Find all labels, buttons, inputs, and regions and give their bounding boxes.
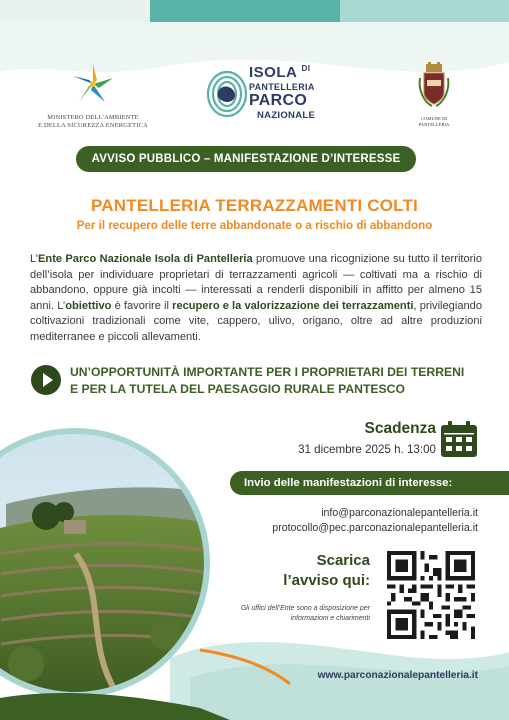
- page-subtitle: Per il recupero delle terre abbandonate o a rischio di abbandono: [76, 219, 433, 232]
- download-line1: Scarica: [316, 552, 370, 569]
- comune-text: COMUNE DI PANTELLERIA: [418, 116, 450, 127]
- parco-logo-line4: NAZIONALE: [257, 110, 316, 121]
- parco-logo-line3: PARCO: [249, 92, 308, 109]
- parco-logo-line2: PANTELLERIA: [249, 82, 315, 92]
- parco-nazionale-logo: [205, 64, 315, 124]
- ministero-logo: [28, 62, 158, 130]
- deadline-value: 31 dicembre 2025 h. 13:00: [298, 443, 436, 456]
- body-text-4: , privilegiando coltivazioni tradizionali come vite, cappero, ulivo, origano, oltre ad altre produzioni mediterranee e piccoli allevamenti.: [30, 299, 482, 343]
- download-heading: [250, 551, 370, 591]
- top-decorative-bar: [0, 0, 509, 22]
- parco-logo-line1-small: DI: [301, 64, 311, 73]
- comune-logo: [412, 62, 456, 127]
- opportunity-line2: E PER LA TUTELA DEL PAESAGGIO RURALE PANTESCO: [70, 382, 405, 396]
- body-text-3: è favorire il: [111, 299, 173, 312]
- download-line2: l’avviso qui:: [283, 572, 370, 589]
- offices-note: Gli uffici dell’Ente sono a disposizione per informazioni e chiarimenti: [240, 605, 370, 622]
- parco-logo-line1: ISOLA: [249, 64, 297, 81]
- invio-banner: Invio delle manifestazioni di interesse:: [230, 471, 509, 495]
- avviso-banner: AVVISO PUBBLICO – MANIFESTAZIONE D’INTERESSE: [76, 146, 416, 172]
- body-text-1: L’: [30, 253, 39, 265]
- calendar-icon: [440, 420, 478, 458]
- comune-crest-icon: [416, 62, 452, 110]
- deadline-label: Scadenza: [364, 420, 436, 437]
- opportunity-heading: [70, 364, 490, 398]
- play-arrow-icon: [31, 365, 61, 395]
- email-pec-link[interactable]: protocollo@pec.parconazionalepantelleria.it: [272, 522, 478, 534]
- email-info-link[interactable]: info@parconazionalepantelleria.it: [321, 507, 478, 519]
- ministero-text: MINISTERO DELL'AMBIENTE E DELLA SICUREZZA ENERGETICA: [38, 114, 148, 129]
- page-title: PANTELLERIA TERRAZZAMENTI COLTI: [91, 196, 418, 215]
- ministero-star-icon: [69, 62, 117, 106]
- opportunity-line1: UN’OPPORTUNITÀ IMPORTANTE PER I PROPRIETARI DEI TERRENI: [70, 365, 465, 379]
- qr-code[interactable]: [387, 551, 475, 639]
- body-bold-ente: Ente Parco Nazionale Isola di Pantelleria: [38, 253, 253, 265]
- fingerprint-island-icon: [205, 68, 249, 118]
- body-paragraph: [30, 252, 482, 345]
- body-bold-obiettivo: obiettivo: [65, 299, 112, 312]
- website-link[interactable]: www.parconazionalepantelleria.it: [317, 670, 478, 681]
- body-text-2: promuove una ricognizione su tutto il territorio dell’isola per individuare proprietari di terrazzamenti agricoli — coltivati ma a rischio di abbandono, oppure già incolti — interessati a renderli disponibili in affitto per almeno 15 anni. L’: [30, 253, 482, 312]
- body-bold-recupero: recupero e la valorizzazione dei terrazzamenti: [172, 299, 414, 312]
